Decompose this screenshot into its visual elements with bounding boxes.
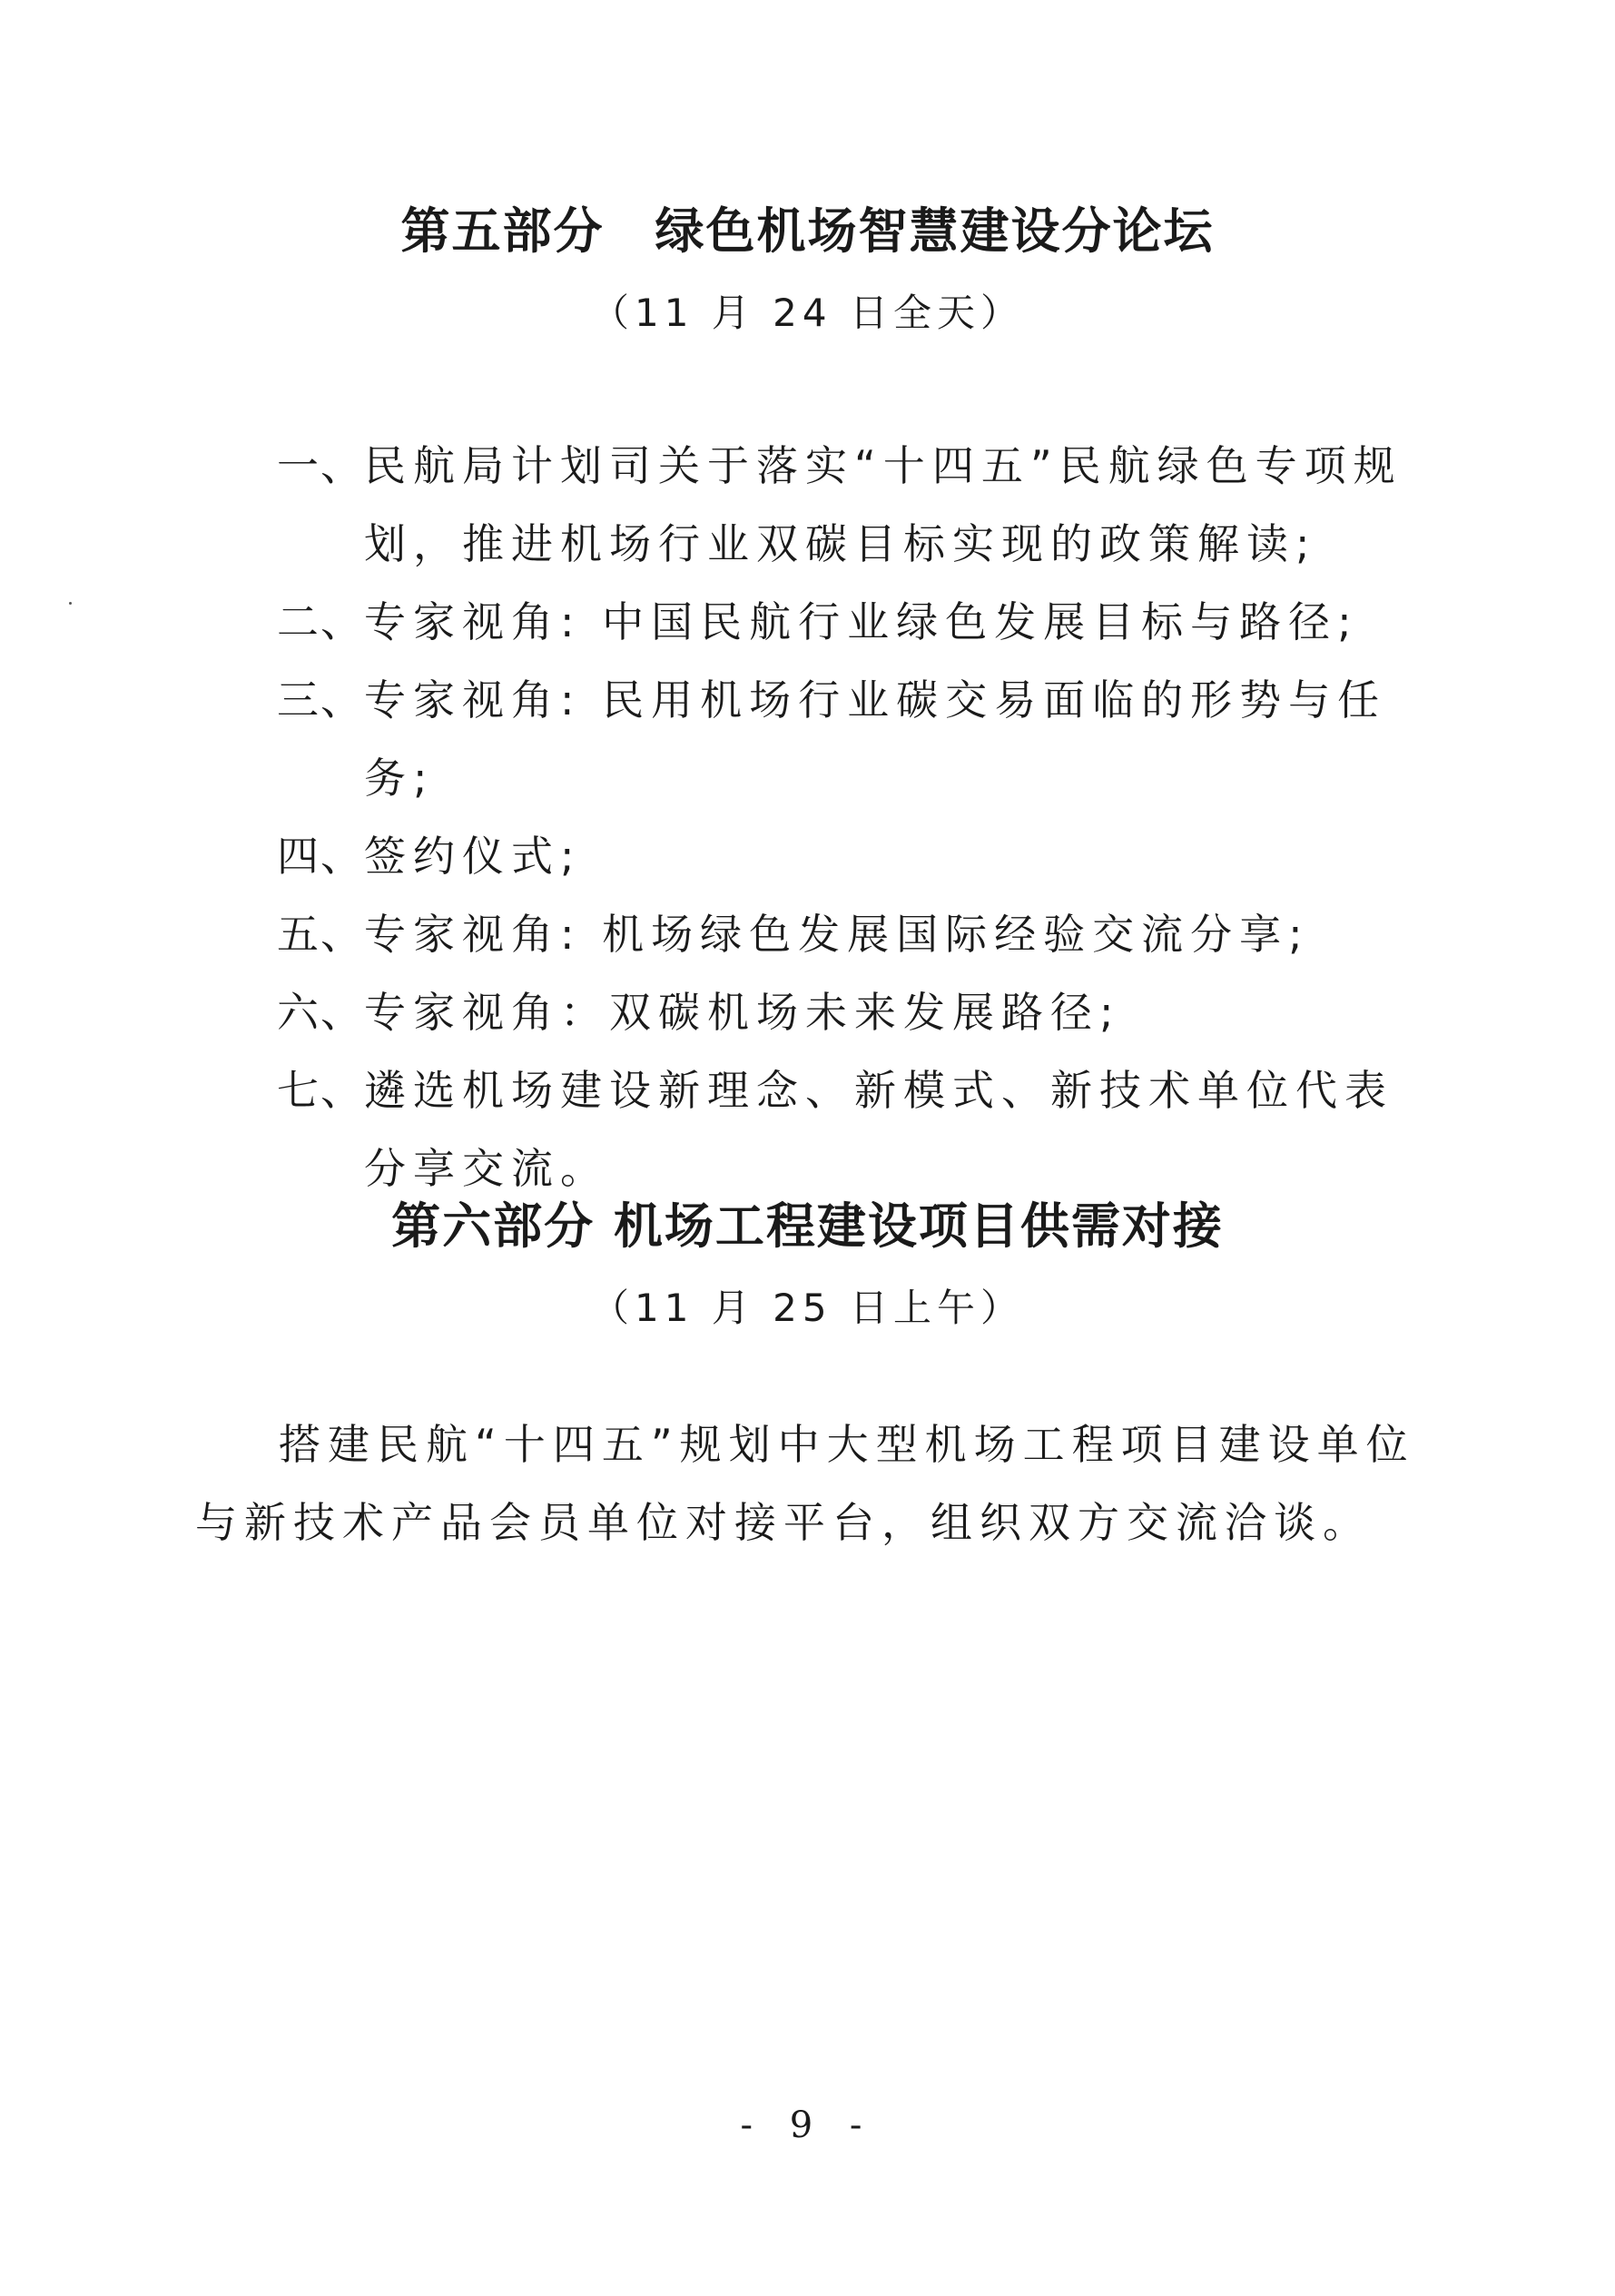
agenda-item (277, 1051, 1439, 1207)
agenda-item (277, 895, 1439, 973)
agenda-item-number: 七、 (277, 1066, 364, 1115)
agenda-item-number: 二、 (277, 597, 364, 646)
part6-date: （11 月 25 日上午） (591, 1286, 1024, 1330)
part5-title: 第五部分 绿色机场智慧建设分论坛 (400, 202, 1215, 260)
part6-title: 第六部分 机场工程建设项目供需对接 (391, 1197, 1224, 1255)
agenda-item-text: 专家视角：双碳机场未来发展路径; (364, 988, 1121, 1037)
agenda-item (277, 973, 1439, 1051)
part5-agenda-list (277, 427, 1439, 1207)
agenda-item-number: 一、 (277, 441, 364, 490)
part5-date: （11 月 24 日全天） (591, 291, 1024, 335)
agenda-item-text: 遴选机场建设新理念、新模式、新技术单位代表分享交流。 (364, 1066, 1393, 1193)
agenda-item-text: 签约仪式; (364, 832, 582, 881)
agenda-item-text: 民航局计划司关于落实“十四五”民航绿色专项规划，推进机场行业双碳目标实现的政策解读; (364, 441, 1403, 568)
agenda-item (277, 661, 1439, 817)
agenda-item (277, 817, 1439, 895)
agenda-item-text: 专家视角: 中国民航行业绿色发展目标与路径; (364, 597, 1359, 646)
agenda-item-number: 三、 (277, 675, 364, 724)
agenda-item-number: 六、 (277, 988, 364, 1037)
agenda-item (277, 583, 1439, 661)
scan-speck (69, 602, 72, 605)
part6-paragraph: 搭建民航“十四五”规划中大型机场工程项目建设单位与新技术产品会员单位对接平台，组织双方交流洽谈。 (195, 1420, 1415, 1547)
agenda-item-text: 专家视角: 民用机场行业碳交易面临的形势与任务; (364, 675, 1387, 803)
page-number: - 9 - (740, 2104, 875, 2146)
agenda-item-number: 四、 (277, 832, 364, 881)
agenda-item (277, 427, 1439, 583)
agenda-item-number: 五、 (277, 910, 364, 959)
agenda-item-text: 专家视角: 机场绿色发展国际经验交流分享; (364, 910, 1310, 959)
